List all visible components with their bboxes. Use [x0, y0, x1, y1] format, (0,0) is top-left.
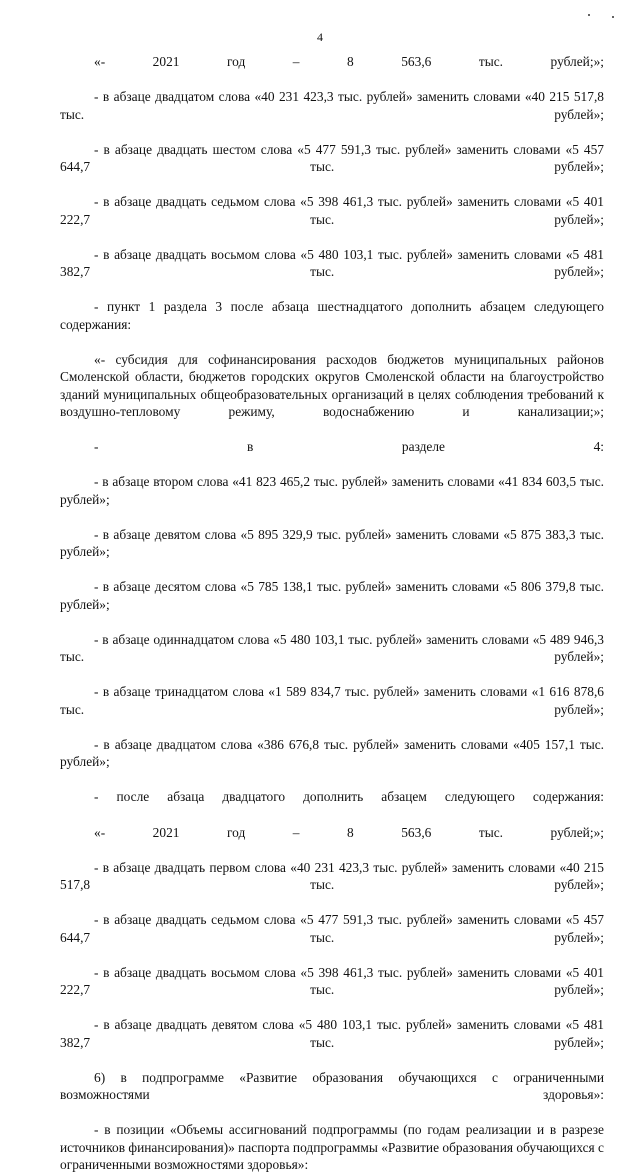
paragraph: «- 2021 год – 8 563,6 тыс. рублей;»; [94, 824, 604, 840]
paragraph: - пункт 1 раздела 3 после абзаца шестнадцатого дополнить абзацем следующего содержания: [60, 299, 604, 332]
paragraph: - в абзаце двадцать седьмом слова «5 477 591,3 тыс. рублей» заменить словами «5 457 644,7 тыс. рублей»; [60, 912, 604, 945]
paragraph: - в абзаце двадцатом слова «40 231 423,3 тыс. рублей» заменить словами «40 215 517,8 тыс. рублей»; [60, 89, 604, 122]
paragraph: - в абзаце двадцать восьмом слова «5 398 461,3 тыс. рублей» заменить словами «5 401 222,7 тыс. рублей»; [60, 964, 604, 998]
scan-speck [612, 16, 614, 18]
paragraph: - в абзаце двадцать седьмом слова «5 398 461,3 тыс. рублей» заменить словами «5 401 222,7 тыс. рублей»; [60, 194, 604, 227]
paragraph: - в абзаце десятом слова «5 785 138,1 тыс. рублей» заменить словами «5 806 379,8 тыс. рублей»; [60, 579, 604, 612]
paragraph: 6) в подпрограмме «Развитие образования обучающихся с ограниченными возможностями здоровья»: [60, 1069, 604, 1103]
paragraph: - в абзаце двадцать шестом слова «5 477 591,3 тыс. рублей» заменить словами «5 457 644,7 тыс. рублей»; [60, 141, 604, 175]
paragraph: - в абзаце двадцать девятом слова «5 480 103,1 тыс. рублей» заменить словами «5 481 382,7 тыс. рублей»; [60, 1017, 604, 1050]
paragraph: - в абзаце двадцать первом слова «40 231 423,3 тыс. рублей» заменить словами «40 215 517,8 тыс. рублей»; [60, 859, 604, 893]
paragraph: - в абзаце тринадцатом слова «1 589 834,7 тыс. рублей» заменить словами «1 616 878,6 тыс. рублей»; [60, 684, 604, 717]
scan-speck [588, 14, 590, 16]
paragraph: - в позиции «Объемы ассигнований подпрограммы (по годам реализации и в разрезе источников финансирования)» паспорта подпрограммы «Развитие образования обучающихся с ограниченными возможностями здоровья»: [60, 1122, 604, 1173]
paragraph: - в разделе 4: [94, 439, 604, 455]
paragraph: «- 2021 год – 8 563,6 тыс. рублей;»; [94, 54, 604, 69]
paragraph: - в абзаце двадцатом слова «386 676,8 тыс. рублей» заменить словами «405 157,1 тыс. рублей»; [60, 736, 604, 770]
document-body [60, 53, 604, 1174]
paragraph: - в абзаце одиннадцатом слова «5 480 103,1 тыс. рублей» заменить словами «5 489 946,3 тыс. рублей»; [60, 631, 604, 665]
paragraph: «- субсидия для софинансирования расходов бюджетов муниципальных районов Смоленской области, бюджетов городских округов Смоленской области на благоустройство зданий муниципальных общеобразовательных организаций в целях соблюдения требований к воздушно-тепловому режиму, водоснабжению и канализации;»; [60, 351, 604, 419]
paragraph: - после абзаца двадцатого дополнить абзацем следующего содержания: [94, 789, 604, 805]
page-number: 4 [317, 30, 323, 44]
paragraph: - в абзаце двадцать восьмом слова «5 480 103,1 тыс. рублей» заменить словами «5 481 382,7 тыс. рублей»; [60, 246, 604, 280]
paragraph: - в абзаце девятом слова «5 895 329,9 тыс. рублей» заменить словами «5 875 383,3 тыс. рублей»; [60, 526, 604, 560]
paragraph: - в абзаце втором слова «41 823 465,2 тыс. рублей» заменить словами «41 834 603,5 тыс. рублей»; [60, 474, 604, 507]
